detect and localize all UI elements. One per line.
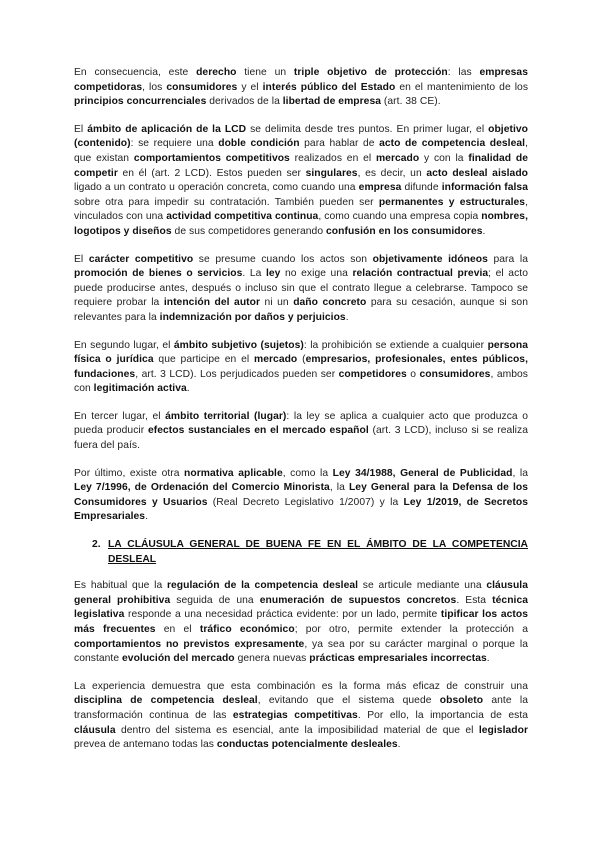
paragraph bbox=[74, 123, 528, 240]
bold-text: Ley General para la Defensa de los Consumidores y Usuarios bbox=[74, 482, 528, 508]
text-run: , ya sea por su carácter marginal o porque la constante bbox=[74, 638, 528, 665]
bold-text: daño concreto bbox=[293, 297, 367, 309]
text-run: . La bbox=[242, 268, 266, 280]
bold-text: efectos sustanciales en el mercado español bbox=[147, 425, 369, 437]
text-run: La experiencia demuestra que esta combinación es la forma más eficaz de construir una bbox=[74, 680, 528, 692]
bold-text: actividad competitiva continua bbox=[166, 211, 319, 223]
text-run: ; por otro, permite extender la protección a bbox=[294, 624, 528, 635]
bold-text: nombres, logotipos y diseños bbox=[74, 211, 528, 237]
bold-text: prácticas empresariales incorrectas bbox=[309, 653, 487, 665]
bold-text: empresarios, profesionales, entes públicos, fundaciones bbox=[74, 354, 528, 380]
bold-text: indemnización por daños y perjuicios bbox=[159, 311, 346, 323]
bold-text: derecho bbox=[196, 67, 237, 78]
text-run: se presume cuando los actos son bbox=[193, 253, 373, 265]
text-run: , evitando que el sistema quede bbox=[257, 695, 440, 707]
bold-text: confusión en los consumidores bbox=[326, 225, 483, 237]
text-run: no exige una bbox=[280, 268, 353, 280]
bold-text: empresa bbox=[358, 182, 402, 194]
text-run: : se requiere una bbox=[130, 138, 219, 150]
paragraph bbox=[74, 680, 528, 753]
text-run: para la bbox=[487, 253, 528, 265]
text-run: prevea de antemano todas las bbox=[74, 739, 217, 751]
text-run: en el bbox=[155, 624, 200, 635]
text-run: ( bbox=[297, 354, 306, 366]
paragraph bbox=[74, 579, 528, 667]
paragraph bbox=[74, 253, 528, 326]
text-run: . bbox=[186, 383, 190, 395]
text-run: . bbox=[145, 511, 148, 523]
text-run: para su cesación, aunque si son relevantes para la bbox=[74, 297, 528, 323]
bold-text: estrategias competitivas bbox=[232, 709, 358, 721]
text-run: , es decir, un bbox=[357, 167, 427, 179]
bold-text: intención del autor bbox=[163, 297, 261, 309]
text-run: y con la bbox=[419, 152, 469, 164]
bold-text: ámbito subjetivo (sujetos) bbox=[173, 339, 304, 351]
text-run: . Esta bbox=[456, 594, 493, 606]
bold-text: tipificar los actos más frecuentes bbox=[74, 609, 529, 635]
paragraph bbox=[74, 66, 528, 110]
bold-text: Ley 1/2019, de Secretos Empresariales bbox=[74, 496, 528, 523]
bold-text: tráfico económico bbox=[199, 624, 295, 635]
text-run: , vinculados con una bbox=[74, 196, 528, 223]
bold-text: acto desleal aislado bbox=[426, 167, 529, 179]
bold-text: disciplina de competencia desleal bbox=[74, 695, 258, 707]
bold-text: información falsa bbox=[441, 182, 528, 194]
bold-text: conductas potencialmente desleales bbox=[216, 739, 398, 751]
text-run: . bbox=[397, 739, 401, 751]
paragraph bbox=[74, 467, 528, 525]
text-run: . bbox=[345, 311, 349, 323]
text-run: Por último, existe otra bbox=[74, 467, 185, 479]
text-run: , la bbox=[512, 467, 529, 479]
bold-text: triple objetivo de protección bbox=[293, 67, 448, 78]
text-run: En consecuencia, este bbox=[74, 67, 197, 78]
bold-text: enumeración de supuestos concretos bbox=[259, 594, 457, 606]
text-run: , art. 3 LCD). Los perjudicados pueden ser bbox=[135, 368, 339, 380]
text-run: ligado a un contrato u operación concreta, como cuando una bbox=[74, 182, 359, 194]
bold-text: carácter competitivo bbox=[88, 253, 194, 265]
text-run: (Real Decreto Legislativo 1/2007) y la bbox=[207, 496, 404, 508]
bold-text: ley bbox=[265, 268, 281, 280]
bold-text: mercado bbox=[375, 152, 420, 164]
paragraph bbox=[74, 339, 528, 397]
text-run: realizados en el bbox=[289, 152, 376, 164]
bold-text: objetivamente idóneos bbox=[372, 253, 488, 265]
text-run: , como la bbox=[282, 467, 333, 479]
text-run: seguida de una bbox=[170, 594, 260, 606]
section-heading bbox=[92, 538, 528, 567]
text-run: de sus competidores generando bbox=[171, 225, 327, 237]
bold-text: comportamientos no previstos expresamente bbox=[74, 638, 305, 650]
text-run: , la bbox=[329, 482, 349, 494]
bold-text: normativa aplicable bbox=[184, 467, 283, 479]
text-run: genera nuevas bbox=[234, 653, 310, 665]
bold-text: relación contractual previa bbox=[352, 268, 489, 280]
text-run: ; el acto puede producirse antes, después o incluso sin que el contrato llegue a celebrarse. Tampoco se requiere probar la bbox=[74, 268, 528, 309]
bold-text: mercado bbox=[254, 354, 298, 366]
text-run: y el bbox=[237, 81, 263, 93]
text-run: En segundo lugar, el bbox=[74, 339, 174, 351]
text-run: : la prohibición se extiende a cualquier bbox=[303, 339, 488, 351]
document-body-bottom bbox=[74, 579, 528, 753]
text-run: para hablar de bbox=[299, 138, 380, 150]
text-run: : las bbox=[447, 67, 480, 78]
text-run: dentro del sistema es esencial, ante la imposibilidad material de que el bbox=[115, 724, 479, 736]
bold-text: regulación de la competencia desleal bbox=[166, 580, 359, 592]
text-run: , como cuando una empresa copia bbox=[318, 211, 482, 223]
bold-text: ámbito territorial (lugar) bbox=[165, 410, 287, 422]
bold-text: promoción de bienes o servicios bbox=[74, 268, 243, 280]
text-run: . Por ello, la importancia de esta bbox=[357, 709, 529, 721]
text-run: que participe en el bbox=[153, 354, 254, 366]
bold-text: evolución del mercado bbox=[122, 653, 235, 665]
bold-text: finalidad de competir bbox=[74, 152, 528, 179]
bold-text: comportamientos competitivos bbox=[133, 152, 290, 164]
bold-text: Ley 34/1988, General de Publicidad bbox=[332, 467, 513, 479]
bold-text: persona física o jurídica bbox=[74, 339, 528, 366]
text-run: difunde bbox=[401, 182, 442, 194]
text-run: tiene un bbox=[236, 67, 294, 78]
bold-text: consumidores bbox=[166, 81, 238, 93]
text-run: en el mantenimiento de los bbox=[395, 81, 529, 93]
text-run: sobre otra para impedir su contratación. También pueden ser bbox=[74, 196, 379, 208]
bold-text: permanentes y estructurales bbox=[378, 196, 526, 208]
text-run: El bbox=[74, 123, 88, 135]
bold-text: cláusula general prohibitiva bbox=[74, 580, 528, 606]
bold-text: competidores bbox=[338, 368, 407, 380]
text-run: , ambos con bbox=[74, 368, 528, 395]
bold-text: doble condición bbox=[218, 138, 300, 150]
text-run: se delimita desde tres puntos. En primer lugar, el bbox=[246, 123, 489, 135]
section-number: 2. bbox=[92, 539, 101, 551]
text-run: responde a una necesidad práctica evidente: por un lado, permite bbox=[124, 609, 441, 621]
section-title: LA CLÁUSULA GENERAL DE BUENA FE EN EL ÁMBITO DE LA COMPETENCIA DESLEAL bbox=[108, 539, 528, 565]
bold-text: singulares bbox=[305, 167, 358, 179]
text-run: en él (art. 2 LCD). Estos pueden ser bbox=[117, 167, 306, 179]
text-run: derivados de la bbox=[206, 96, 283, 108]
paragraph bbox=[74, 410, 528, 454]
bold-text: objetivo (contenido) bbox=[74, 123, 528, 150]
text-run: . bbox=[482, 225, 486, 237]
text-run: : la ley se aplica a cualquier acto que produzca o pueda producir bbox=[74, 410, 528, 437]
text-run: El bbox=[74, 253, 89, 265]
bold-text: legislador bbox=[478, 724, 528, 736]
bold-text: obsoleto bbox=[439, 695, 484, 707]
bold-text: libertad de empresa bbox=[282, 96, 382, 108]
text-run: ante la transformación continua de las bbox=[74, 695, 529, 721]
document-body-top bbox=[74, 66, 528, 525]
text-run: (art. 3 LCD), incluso si se realiza fuera del país. bbox=[74, 425, 528, 452]
text-run: Es habitual que la bbox=[74, 580, 167, 592]
bold-text: ámbito de aplicación de la LCD bbox=[87, 123, 247, 135]
bold-text: técnica legislativa bbox=[74, 594, 528, 621]
bold-text: legitimación activa bbox=[93, 383, 187, 395]
text-run: ni un bbox=[260, 297, 294, 309]
bold-text: acto de competencia desleal bbox=[379, 138, 526, 150]
bold-text: interés público del Estado bbox=[262, 81, 396, 93]
text-run: o bbox=[406, 368, 420, 380]
text-run: , que existan bbox=[74, 138, 528, 164]
bold-text: Ley 7/1996, de Ordenación del Comercio Minorista bbox=[74, 482, 330, 494]
text-run: , los bbox=[142, 81, 167, 93]
text-run: . bbox=[486, 653, 490, 665]
bold-text: consumidores bbox=[419, 368, 491, 380]
bold-text: empresas competidoras bbox=[74, 67, 528, 93]
bold-text: principios concurrenciales bbox=[74, 96, 207, 108]
text-run: (art. 38 CE). bbox=[381, 96, 441, 108]
text-run: se articule mediante una bbox=[358, 580, 487, 592]
bold-text: cláusula bbox=[74, 724, 116, 736]
text-run: En tercer lugar, el bbox=[74, 410, 166, 422]
